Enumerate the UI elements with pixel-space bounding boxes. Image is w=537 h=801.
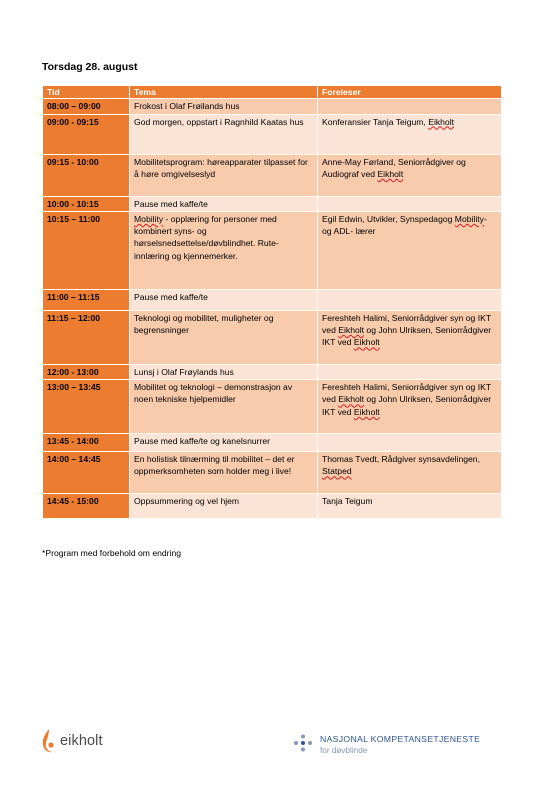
row-time: 14:00 – 14:45 <box>43 452 130 494</box>
table-row <box>43 494 502 519</box>
column-header-topic: Tema <box>130 86 318 99</box>
row-speaker <box>318 364 502 379</box>
spellcheck-word: Mobility <box>134 213 164 224</box>
row-topic: Mobilitetsprogram: høreapparater tilpasset for å høre omgivelseslyd <box>130 154 318 196</box>
nkdb-subtitle: for døvblinde <box>320 746 368 755</box>
spellcheck-word: Eikholt <box>353 337 380 348</box>
column-header-speaker: Foreleser <box>318 86 502 99</box>
schedule-table <box>42 85 502 519</box>
row-topic: Teknologi og mobilitet, muligheter og begrensninger <box>130 310 318 364</box>
eikholt-logo <box>41 728 103 754</box>
row-topic: Oppsummering og vel hjem <box>130 494 318 519</box>
column-header-time: Tid <box>43 86 130 99</box>
row-time: 11:00 – 11:15 <box>43 289 130 310</box>
table-row <box>43 289 502 310</box>
row-time: 14:45 - 15:00 <box>43 494 130 519</box>
row-topic: Pause med kaffe/te og kanelsnurrer <box>130 434 318 452</box>
row-speaker: Fereshteh Halimi, Seniorrådgiver syn og IKT ved Eikholt og John Ulriksen, Seniorrådgiver IKT ved Eikholt <box>318 380 502 434</box>
row-topic: Lunsj i Olaf Frøylands hus <box>130 364 318 379</box>
row-speaker: Tanja Teigum <box>318 494 502 519</box>
row-topic: God morgen, oppstart i Ragnhild Kaatas hus <box>130 114 318 154</box>
row-time: 09:15 - 10:00 <box>43 154 130 196</box>
spellcheck-word: Mobility <box>454 213 484 224</box>
row-time: 10:00 - 10:15 <box>43 196 130 211</box>
row-topic: Pause med kaffe/te <box>130 289 318 310</box>
row-topic: Pause med kaffe/te <box>130 196 318 211</box>
spellcheck-word: Eikholt <box>338 394 365 405</box>
page-heading: Torsdag 28. august <box>42 61 138 73</box>
row-time: 09:00 - 09:15 <box>43 114 130 154</box>
table-row <box>43 310 502 364</box>
spellcheck-word: Statped <box>322 466 352 477</box>
row-speaker <box>318 114 502 154</box>
nkdb-name: NASJONAL KOMPETANSETJENESTE <box>320 734 481 744</box>
row-speaker <box>318 99 502 114</box>
braille-dots-icon <box>293 734 313 752</box>
row-time: 13:00 – 13:45 <box>43 380 130 434</box>
row-topic: Mobility - opplæring for personer med kombinert syns- og hørselsnedsettelse/døvblindhet. Rute-innlæring og kjennemerker. <box>130 211 318 289</box>
table-row <box>43 434 502 452</box>
nkdb-logo <box>293 734 480 756</box>
footnote: *Program med forbehold om endring <box>42 548 182 558</box>
spellcheck-word: Eikholt <box>377 168 404 179</box>
row-speaker: Fereshteh Halimi, Seniorrådgiver syn og IKT ved Eikholt og John Ulriksen, Seniorrådgiver IKT ved Eikholt <box>318 310 502 364</box>
row-topic: Mobilitet og teknologi – demonstrasjon av noen tekniske hjelpemidler <box>130 380 318 434</box>
row-speaker: Thomas Tvedt, Rådgiver synsavdelingen, Statped <box>318 452 502 494</box>
table-row <box>43 154 502 196</box>
table-row <box>43 380 502 434</box>
row-time: 08:00 – 09:00 <box>43 99 130 114</box>
row-speaker: Anne-May Førland, Seniorrådgiver og Audiograf ved Eikholt <box>318 154 502 196</box>
row-time: 12:00 - 13:00 <box>43 364 130 379</box>
spellcheck-word: Eikholt <box>338 325 365 336</box>
table-row <box>43 114 502 154</box>
row-topic: Frokost i Olaf Frøilands hus <box>130 99 318 114</box>
eikholt-flame-icon <box>41 728 56 754</box>
table-row <box>43 99 502 114</box>
row-speaker <box>318 434 502 452</box>
eikholt-wordmark: eikholt <box>60 733 103 749</box>
row-topic: En holistisk tilnærming til mobilitet – det er oppmerksomheten som holder meg i live! <box>130 452 318 494</box>
speaker-part: Konferansier Tanja Teigum, Eikholt <box>322 116 455 127</box>
table-row <box>43 211 502 289</box>
spellcheck-word: Eikholt <box>428 116 455 127</box>
spellcheck-word: Eikholt <box>353 406 380 417</box>
table-row <box>43 452 502 494</box>
row-speaker: Egil Edwin, Utvikler, Synspedagog Mobility- og ADL- lærer <box>318 211 502 289</box>
row-speaker <box>318 196 502 211</box>
table-header-row <box>43 86 502 99</box>
table-row <box>43 196 502 211</box>
row-time: 11:15 – 12:00 <box>43 310 130 364</box>
table-row <box>43 364 502 379</box>
row-time: 10:15 – 11:00 <box>43 211 130 289</box>
row-time: 13:45 - 14:00 <box>43 434 130 452</box>
row-speaker <box>318 289 502 310</box>
